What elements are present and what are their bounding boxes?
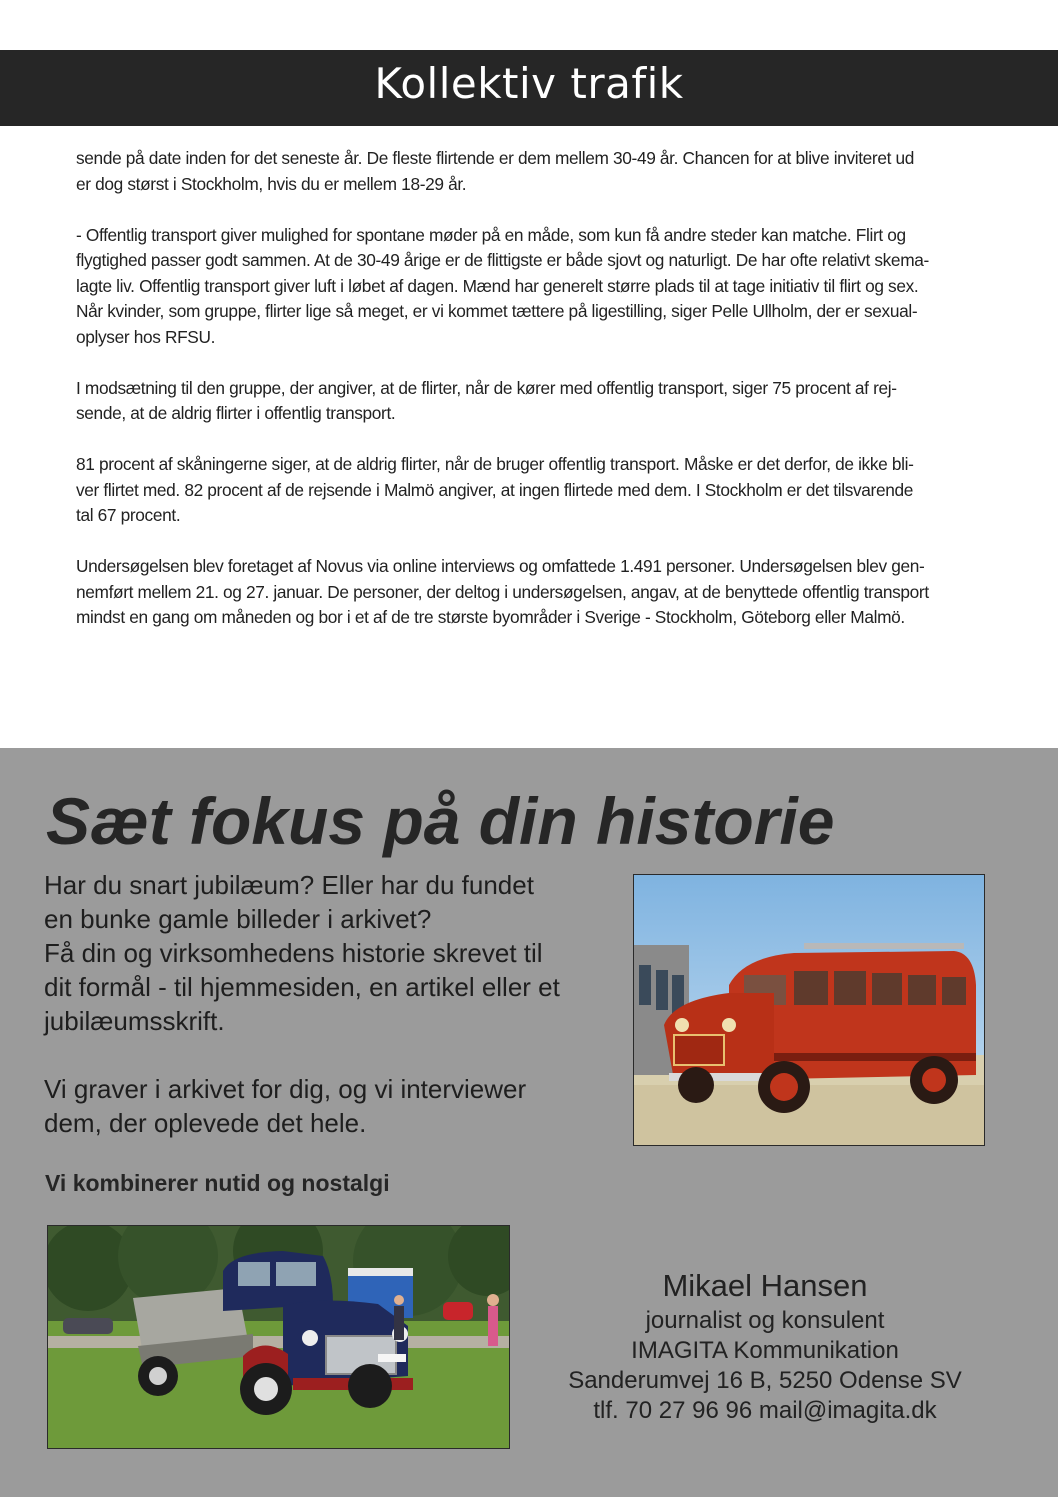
article-paragraph: I modsætning til den gruppe, der angiver, at de flirter, når de kører med offentlig transport, siger 75 procent af rej- sende, at de aldrig flirter i offentlig transport. — [76, 377, 897, 423]
section-title: Kollektiv trafik — [374, 59, 684, 108]
ad-body — [44, 868, 624, 1174]
advertisement — [0, 748, 1058, 1497]
article-paragraph: sende på date inden for det seneste år. De fleste flirtende er dem mellem 30-49 år. Chancen for at blive inviteret ud er dog størst i Stockholm, hvis du er mellem 18-29 år. — [76, 148, 915, 194]
vintage-bus-photo — [633, 874, 985, 1146]
contact-phone-mail: tlf. 70 27 96 96 mail@imagita.dk — [593, 1397, 937, 1424]
article-body — [76, 146, 986, 656]
contact-company: IMAGITA Kommunikation — [631, 1337, 899, 1364]
contact-role: journalist og konsulent — [645, 1307, 885, 1334]
ad-tagline: Vi kombinerer nutid og nostalgi — [45, 1170, 390, 1196]
ad-paragraph: Har du snart jubilæum? Eller har du fundet en bunke gamle billeder i arkivet? Få din og virksomhedens historie skrevet til dit formål - til hjemmesiden, en artikel eller et jubilæumsskrift. — [44, 870, 560, 1036]
section-header — [0, 50, 1058, 126]
vintage-truck-photo — [47, 1225, 510, 1449]
contact-address: Sanderumvej 16 B, 5250 Odense SV — [568, 1367, 962, 1394]
ad-paragraph: Vi graver i arkivet for dig, og vi interviewer dem, der oplevede det hele. — [44, 1074, 527, 1138]
contact-block — [545, 1266, 985, 1426]
article-paragraph: 81 procent af skåningerne siger, at de aldrig flirter, når de bruger offentlig transport. Måske er det derfor, de ikke bli- ver flirtet med. 82 procent af de rejsende i Malmö angiver, at ingen flirtede med dem. I Stockholm er det tilsvarende tal 67 procent. — [76, 454, 914, 525]
article-paragraph: Undersøgelsen blev foretaget af Novus via online interviews og omfattede 1.491 personer. Undersøgelsen blev gen- nemført mellem 21. og 27. januar. De personer, der deltog i undersøgelsen, angav, at de benyttede offentlig transport mindst en gang om måneden og bor i et af de tre største byområder i Sverige - Stockholm, Göteborg eller Malmö. — [76, 556, 929, 627]
contact-name: Mikael Hansen — [662, 1268, 868, 1303]
article-paragraph: - Offentlig transport giver mulighed for spontane møder på en måde, som kun få andre steder kan matche. Flirt og flygtighed passer godt sammen. At de 30-49 årige er de flittigste er både sjovt og naturligt. De har ofte relativt skema- lagte liv. Offentlig transport giver luft i løbet af dagen. Mænd har generelt større plads til at tage initiativ til flirt og sex. Når kvinder, som gruppe, flirter lige så meget, er vi kommet tættere på ligestilling, siger Pelle Ullholm, der er sexual- oplyser hos RFSU. — [76, 224, 929, 347]
ad-title: Sæt fokus på din historie — [46, 784, 835, 858]
